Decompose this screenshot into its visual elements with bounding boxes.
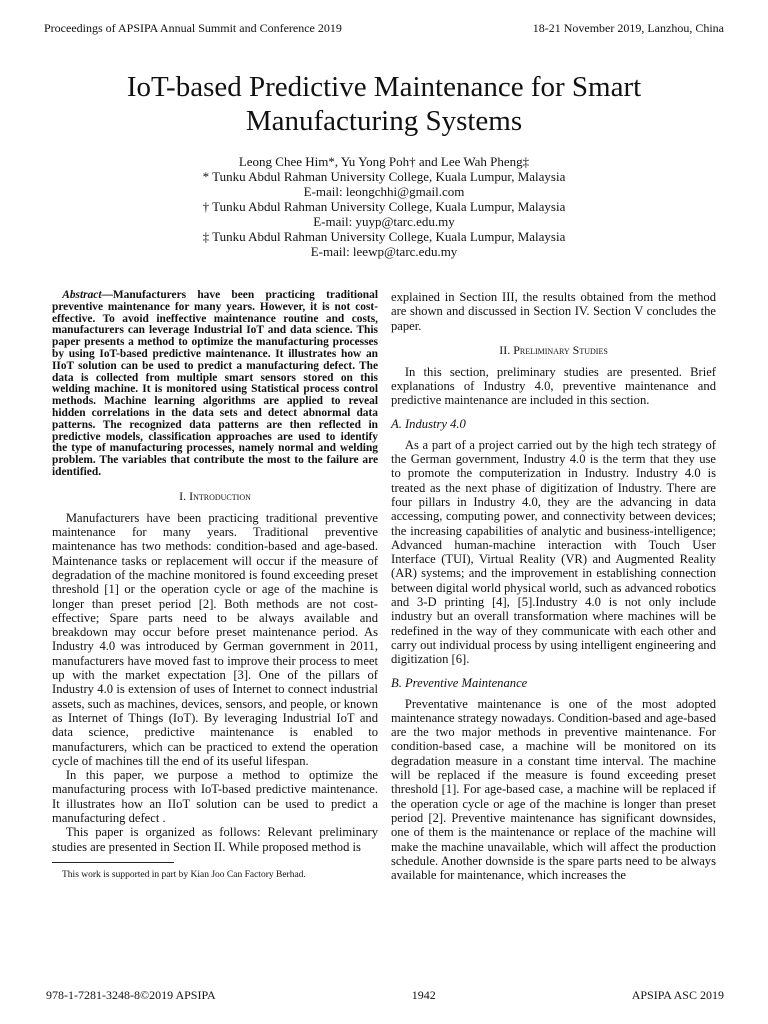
intro-paragraph-2: In this paper, we purpose a method to optimize the manufacturing process with IoT-based predictive maintenance. It illustrates how an IIoT solution can be used to predict a manufacturing defect . [52,768,378,825]
footnote: This work is supported in part by Kian Joo Can Factory Berhad. [62,870,306,880]
author-names: Leong Chee Him*, Yu Yong Poh† and Lee Wah Pheng‡ [238,154,530,169]
left-column [52,290,378,854]
running-header [44,21,724,35]
right-column [391,290,716,882]
subsection-heading-industry-4: A. Industry 4.0 [391,416,466,431]
paper-title [40,70,728,138]
affiliation-3: ‡ Tunku Abdul Rahman University College, Kuala Lumpur, Malaysia [202,229,566,244]
abstract [52,290,378,479]
header-date-location: 18-21 November 2019, Lanzhou, China [532,21,724,35]
subsection-heading-preventive-maintenance: B. Preventive Maintenance [391,675,528,690]
intro-paragraph-1: Manufacturers have been practicing traditional preventive maintenance for many years. Traditional preventive maintenance has two methods: condition-based and age-based. Maintenance tasks or replacement will occur if the measure of degradation of the machine monitored is found exceeding preset threshold [1] or the operation cycle or age of the machine is longer than preset period [2]. Both methods are not cost-effective; Spare parts need to be always available and breakdown may occur before preset maintenance period. As Industry 4.0 was introduced by German government in 2011, manufacturers have moved fast to improve their process to meet up with the market expectation [3]. One of the pillars of Industry 4.0 is extension of uses of Internet to connect industrial assets, such as machines, devices, sensors, and people, or known as Internet of Things (IoT). By leveraging Industrial IoT and data science, predictive maintenance is enabled to manufacturers, which can be practiced to extend the operation cycle of machines till the end of its useful lifespan. [52,510,378,768]
abstract-text: —Manufacturers have been practicing traditional preventive maintenance for many years. However, it is not cost-effective. To avoid ineffective maintenance routine and costs, manufacturers can leverage Industrial IoT and data science. This paper presents a method to optimize the manufacturing processes by using IoT-based predictive maintenance. It illustrates how an IIoT solution can be used to predict a manufacturing defect. The data is collected from multiple smart sensors stored on this welding machine. It is monitored using Statistical process control methods. Machine learning algorithms are applied to reveal hidden correlations in the data sets and detect abnormal data patterns. The recognized data patterns are then reflected in predictive models, classification approaches are used to identify the type of manufacturing processes, namely normal and welding problem. The variables that contribute the most to the failure are identified. [52,289,378,478]
intro-paragraph-3: This paper is organized as follows: Relevant preliminary studies are presented in Section II. While proposed method is [52,825,378,854]
industry-4-paragraph: As a part of a project carried out by the high tech strategy of the German government, Industry 4.0 is the term that they use to promote the computerization in Industry. Industry 4.0 is treated as the next phase of digitization of Industry. There are four pillars in Industry 4.0, they are the advancing in data accessing, computing power, and connectivity between devices; the increasing capabilities of analytic and business-intelligence; Advanced human-machine interaction with Touch User Interface (TUI), Virtual Reality (VR) and Augmented Reality (AR) systems; and the improvement in establishing connection between digital world physical world, such as advanced robotics and 3-D printing [4], [5].Industry 4.0 is not only include industry but an overall transformation where machines will be redefined in the way of they communicate with each other and carry out individual process by using intelligent engineering and digitization [6]. [391,437,716,667]
running-footer [46,988,724,1002]
footer-conference: APSIPA ASC 2019 [631,988,724,1002]
preventive-maintenance-paragraph: Preventative maintenance is one of the most adopted maintenance strategy nowadays. Condition-based and age-based are the two major methods in preventive maintenance. For condition-based case, a machine will be monitored on its degradation measure in a constant time interval. The machine will be replaced if the measure is found exceeding preset threshold [1]. For age-based case, a machine will be replaced if the operation cycle or age of the machine is longer than preset period [2]. Preventive maintenance has significant downsides, one of them is the maintenance or replace of the machine will make the machine unavailable, which will affect the production schedule. Another downside is the spare parts need to be always available for maintenance, which increases the [391,696,716,883]
section-heading-introduction: I. Introduction [179,488,251,503]
footer-page-number: 1942 [411,988,436,1002]
email-1: E-mail: leongchhi@gmail.com [303,184,465,199]
footnote-divider [52,862,174,863]
email-3: E-mail: leewp@tarc.edu.my [310,244,458,259]
affiliation-2: † Tunku Abdul Rahman University College, Kuala Lumpur, Malaysia [202,199,566,214]
footer-isbn: 978-1-7281-3248-8©2019 APSIPA [46,988,216,1002]
intro-paragraph-3-continued: explained in Section III, the results obtained from the method are shown and discussed in Section IV. Section V concludes the paper. [391,290,716,333]
abstract-label: Abstract [62,289,102,301]
email-2: E-mail: yuyp@tarc.edu.my [313,214,455,229]
preliminary-paragraph: In this section, preliminary studies are presented. Brief explanations of Industry 4.0, preventive maintenance and predictive maintenance are included in this section. [391,364,716,408]
author-block [40,154,728,259]
affiliation-1: * Tunku Abdul Rahman University College, Kuala Lumpur, Malaysia [202,169,566,184]
section-heading-preliminary-studies: II. Preliminary Studies [499,342,608,357]
title-line-2: Manufacturing Systems [245,105,523,137]
title-line-1: IoT-based Predictive Maintenance for Smart [126,71,642,103]
header-proceedings: Proceedings of APSIPA Annual Summit and Conference 2019 [44,21,342,35]
